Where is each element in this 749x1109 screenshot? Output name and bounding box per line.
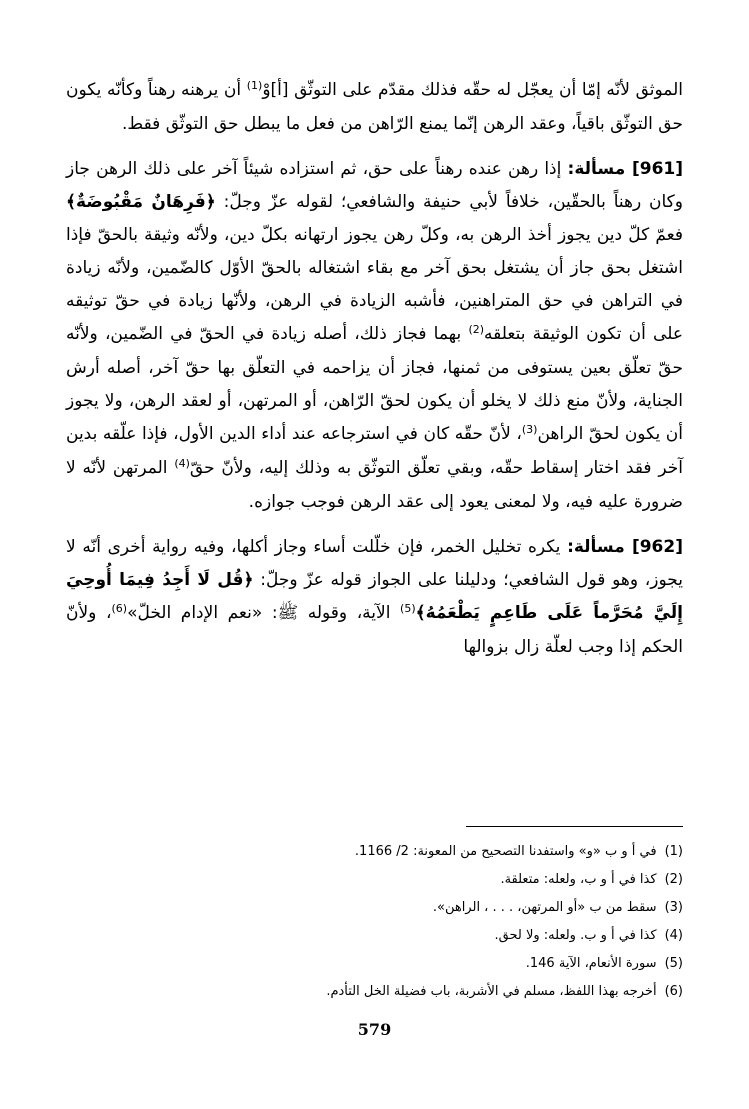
footnote bbox=[66, 922, 683, 950]
paragraph bbox=[66, 74, 683, 141]
footnote-text: كذا في أ و ب، ولعله: متعلقة. bbox=[500, 872, 657, 887]
footnote bbox=[66, 838, 683, 866]
paragraph-text: المرتهن لأنّه لا ضرورة عليه فيه، ولا لمعنى يعود إلى عقد الرهن فوجب جوازه. bbox=[66, 458, 683, 512]
paragraph-text: يكره تخليل الخمر، فإن خلّلت أساء وجاز أكلها، وفيه رواية أخرى أنّه لا يجوز، وهو قول الشافعي؛ ودليلنا على الجواز قوله عزّ وجلّ: bbox=[66, 537, 683, 590]
footnote bbox=[66, 866, 683, 894]
quran-quote: ﴿فَرِهَانٌ مَقْبُوضَةٌ﴾ bbox=[66, 192, 216, 212]
footnote-text: في أ و ب «و» واستفدنا التصحيح من المعونة: 2/ 1166. bbox=[354, 844, 657, 859]
issue-number: [961] bbox=[631, 159, 684, 179]
paragraph-text: إذا رهن عنده رهناً على حق، ثم استزاده شيئاً آخر على ذلك الرهن جاز وكان رهناً بالحقّين، خلافاً لأبي حنيفة والشافعي؛ لقوله عزّ وجلّ: bbox=[66, 159, 683, 212]
page-number: 579 bbox=[357, 1020, 392, 1039]
main-text bbox=[66, 74, 683, 664]
footnote-marker: (1) bbox=[246, 79, 263, 92]
footnote-text: سورة الأنعام، الآية 146. bbox=[525, 956, 657, 971]
footnote-number: (3) bbox=[664, 900, 683, 915]
footnote-number: (2) bbox=[664, 872, 683, 887]
paragraph-text: الآية، وقوله ﷺ: «نعم الإدام الخلّ» bbox=[127, 603, 401, 623]
footnote bbox=[66, 950, 683, 978]
footnote-number: (1) bbox=[664, 844, 683, 859]
footnotes-list bbox=[66, 838, 683, 1006]
paragraph-text: فعمّ كلّ دين يجوز أخذ الرهن به، وكلّ رهن يجوز ارتهانه بكلّ دين، ولأنّه وثيقة بالحقّ فإذا اشتغل بحق جاز أن يشتغل بحق آخر مع بقاء اشتغاله بالحقّ الأوّل كالضّمين، ولأنّه زيادة في التراهن في حق المتراهنين، فأشبه الزيادة في الرهن، ولأنّها زيادة في حقّ توثيقه على أن تكون الوثيقة بتعلقه bbox=[66, 225, 683, 344]
footnote-marker: (4) bbox=[174, 457, 190, 470]
footnote-marker: (2) bbox=[468, 323, 485, 336]
footnote-marker: (5) bbox=[400, 602, 416, 615]
footnote-number: (5) bbox=[664, 956, 683, 971]
issue-label: مسألة: bbox=[567, 537, 632, 557]
paragraph-text: بهما فجاز ذلك، أصله زيادة في الحقّ في الضّمين، ولأنّه حقّ تعلّق بعين يستوفى من ثمنها، فجاز أن يزاحمه في التعلّق بها حقّ آخر، أصله أرش الجناية، ولأنّ منع ذلك لا يخلو أن يكون لحقّ الرّاهن، أو المرتهن، أو لعقد الرهن، ولا يجوز أن يكون لحقّ الراهن bbox=[66, 324, 683, 444]
paragraph-text: أن يرهنه رهناً وكأنّه يكون حق التوثّق باقياً، وعقد الرهن إنّما يمنع الرّاهن من فعل ما يبطل حق التوثّق فقط. bbox=[66, 80, 683, 134]
footnote-text: كذا في أ و ب. ولعله: ولا لحق. bbox=[494, 928, 657, 943]
quran-quote: ﴿قُل لَا أَجِدُ فِيمَا أُوحِيَ إِلَيَّ مُحَرَّماً عَلَى طَاعِمٍ يَطْعَمُهُ﴾ bbox=[66, 570, 683, 623]
footnote-number: (4) bbox=[664, 928, 683, 943]
footnote bbox=[66, 894, 683, 922]
footnote-text: سقط من ب «أو المرتهن، . . . ، الراهن». bbox=[432, 900, 657, 915]
paragraph-text: الموثق لأنّه إمّا أن يعجّل له حقّه فذلك مقدّم على التوثّق [أ]وْ bbox=[262, 80, 683, 100]
footnote-marker: (3) bbox=[521, 423, 538, 436]
paragraph-text: ، لأنّ حقّه كان في استرجاعه عند أداء الدين الأول، فإذا علّقه بدين آخر فقد اختار إسقاط حقّه، وبقي تعلّق التوثّق به وذلك إليه، ولأنّ حقّ bbox=[66, 424, 683, 478]
footnote-marker: (6) bbox=[111, 602, 128, 615]
footnote bbox=[66, 978, 683, 1006]
issue-label: مسألة: bbox=[567, 159, 632, 179]
paragraph-text: ، ولأنّ الحكم إذا وجب لعلّة زال بزوالها bbox=[66, 603, 683, 657]
footnote-number: (6) bbox=[664, 984, 683, 999]
paragraph bbox=[66, 153, 683, 519]
paragraph bbox=[66, 531, 683, 664]
footnote-text: أخرجه بهذا اللفظ، مسلم في الأشربة، باب فضيلة الخل التأدم. bbox=[326, 984, 657, 999]
issue-number: [962] bbox=[631, 537, 683, 557]
footnote-separator bbox=[466, 826, 683, 827]
